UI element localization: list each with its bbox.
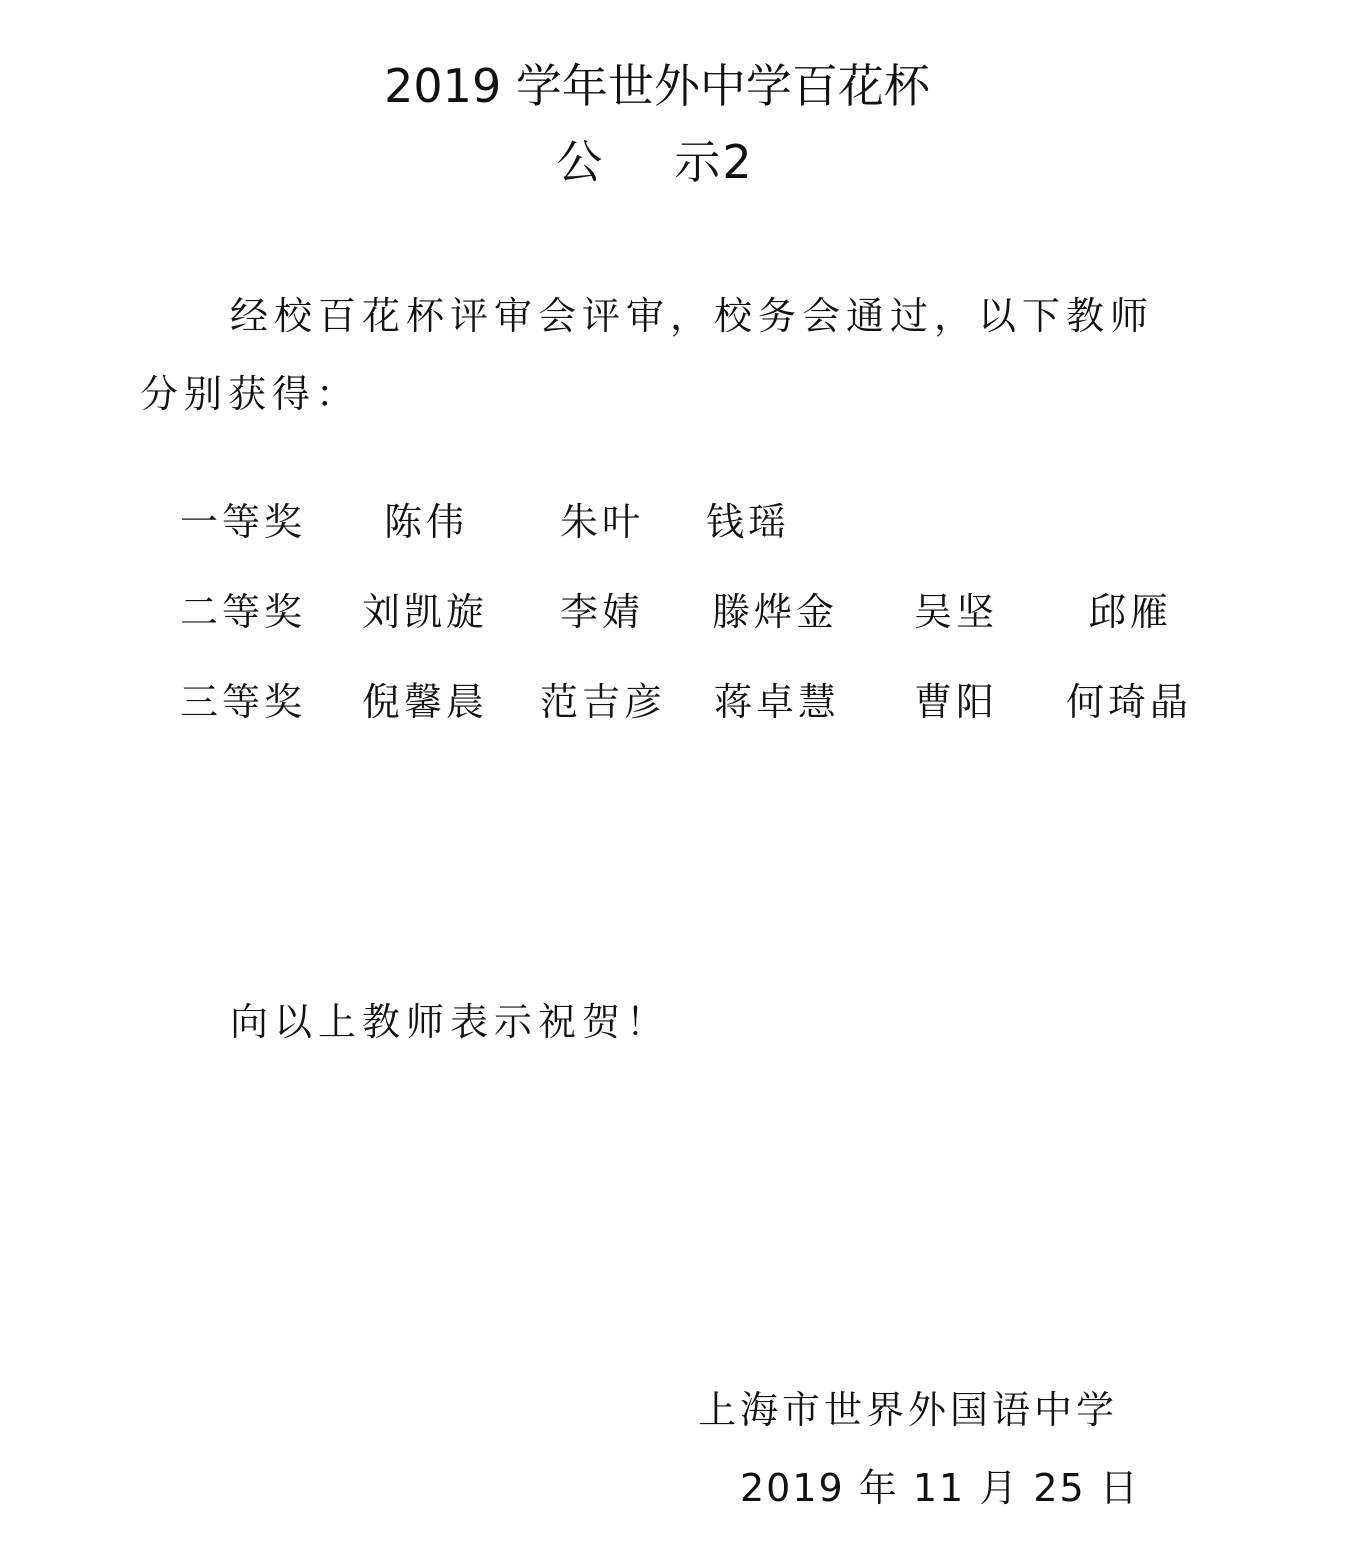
award-row-first	[0, 492, 1354, 552]
winner-name: 钱瑶	[706, 500, 791, 544]
document-subtitle	[0, 134, 1332, 190]
subtitle-shi: 示2	[674, 135, 754, 189]
intro-paragraph-line1: 经校百花杯评审会评审，校务会通过，以下教师	[230, 294, 1155, 338]
winner-name: 朱叶	[560, 500, 645, 544]
winner-name: 滕烨金	[712, 590, 839, 634]
intro-paragraph-line2: 分别获得：	[140, 372, 361, 416]
winner-name: 李婧	[560, 590, 645, 634]
winner-name: 陈伟	[384, 500, 469, 544]
document-title: 2019 学年世外中学百花杯	[384, 59, 930, 113]
signature-date: 2019 年 11 月 25 日	[740, 1466, 1140, 1510]
signature-school: 上海市世界外国语中学	[698, 1388, 1119, 1432]
winner-name: 倪馨晨	[362, 680, 489, 724]
winner-name: 刘凯旋	[362, 590, 489, 634]
winner-name: 曹阳	[914, 680, 999, 724]
winner-name: 何琦晶	[1066, 680, 1193, 724]
winner-name: 蒋卓慧	[714, 680, 841, 724]
winner-name: 吴坚	[914, 590, 999, 634]
award-level: 一等奖	[180, 500, 307, 544]
award-level: 三等奖	[180, 680, 307, 724]
award-level: 二等奖	[180, 590, 307, 634]
winner-name: 范吉彦	[540, 680, 667, 724]
closing-congratulation: 向以上教师表示祝贺！	[230, 1000, 671, 1044]
winner-name: 邱雁	[1088, 590, 1173, 634]
award-row-third	[0, 672, 1354, 732]
award-row-second	[0, 582, 1354, 642]
subtitle-gong: 公	[556, 135, 605, 189]
